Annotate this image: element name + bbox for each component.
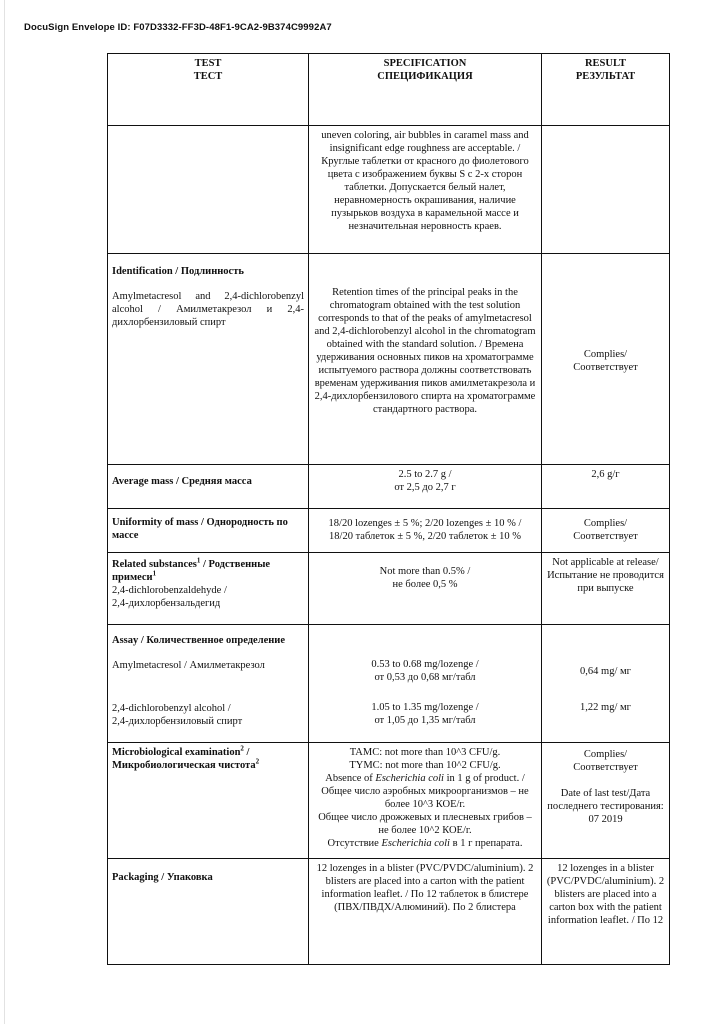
- related-title-ru: / Родственные примеси: [112, 559, 271, 583]
- header-spec-ru: СПЕЦИФИКАЦИЯ: [377, 71, 473, 82]
- related-footnote-2: 1: [152, 569, 157, 578]
- uniformity-result: [542, 509, 670, 553]
- average-mass-spec: [309, 465, 542, 509]
- appearance-spec: uneven coloring, air bubbles in caramel mass and insignificant edge roughness are acceptable. / Круглые таблетки от красного до фиолетового цвета с изображением буквы S с 2-х сторон таблетки. Допускается белый налет, неравномерность окрашивания, наличие пузырьков воздуха в карамельной массе и незначительная неровность краев.: [309, 126, 542, 254]
- micro-spec-3a: Absence of: [325, 773, 376, 784]
- table-row-packaging: [108, 859, 670, 965]
- header-specification: [309, 54, 542, 126]
- identification-substances: Amylmetacresol and 2,4-dichlorobenzyl alcohol / Амилметакрезол и 2,4-дихлорбензиловый спирт: [112, 291, 304, 328]
- table-row-uniformity: [108, 509, 670, 553]
- micro-spec-3-organism: Escherichia coli: [375, 773, 444, 784]
- assay-result-2: 1,22 mg/ мг: [580, 702, 631, 713]
- scan-edge: [4, 0, 5, 1024]
- assay-test: [108, 625, 309, 743]
- packaging-title: Packaging / Упаковка: [112, 872, 213, 883]
- identification-result-1: Complies/: [583, 349, 628, 360]
- micro-spec-6-organism: Escherichia coli: [381, 838, 450, 849]
- table-row-related-substances: [108, 553, 670, 625]
- micro-spec-6: [313, 837, 537, 850]
- assay-result-1: 0,64 mg/ мг: [580, 666, 631, 677]
- packaging-result: 12 lozenges in a blister (PVC/PVDC/aluminium). 2 blisters are placed into a carton box with the patient information leaflet. / По 12: [542, 859, 670, 965]
- micro-spec-3: [313, 772, 537, 785]
- related-sub-1: 2,4-dichlorobenzaldehyde /: [112, 585, 227, 596]
- assay-result: [542, 625, 670, 743]
- average-mass-spec-2: от 2,5 до 2,7 г: [394, 482, 456, 493]
- micro-result-2: Соответствует: [573, 762, 638, 773]
- identification-title: Identification / Подлинность: [112, 266, 244, 277]
- identification-result-2: Соответствует: [573, 362, 638, 373]
- micro-spec-6a: Отсутствие: [327, 838, 382, 849]
- assay-spec-1b: от 0,53 до 0,68 мг/табл: [374, 672, 476, 683]
- assay-spec: [309, 625, 542, 743]
- assay-spec-2b: от 1,05 до 1,35 мг/табл: [374, 715, 476, 726]
- specification-table: [107, 53, 670, 965]
- micro-result: [542, 743, 670, 859]
- related-spec-1: Not more than 0.5% /: [379, 566, 471, 577]
- average-mass-spec-1: 2.5 to 2.7 g /: [398, 469, 452, 480]
- related-sub-2: 2,4-дихлорбензальдегид: [112, 598, 221, 609]
- header-result: [542, 54, 670, 126]
- docusign-envelope-id: DocuSign Envelope ID: F07D3332-FF3D-48F1-9CA2-9B374C9992A7: [24, 22, 332, 33]
- micro-spec-3b: in 1 g of product. /: [443, 773, 525, 784]
- uniformity-title: Uniformity of mass / Однородность по массе: [112, 517, 288, 541]
- packaging-test: [108, 859, 309, 965]
- table-row-identification: [108, 254, 670, 465]
- header-test: [108, 54, 309, 126]
- header-test-en: TEST: [194, 58, 222, 69]
- assay-sub-1: Amylmetacresol / Амилметакрезол: [112, 660, 265, 671]
- identification-test: [108, 254, 309, 465]
- micro-spec-2: TYMC: not more than 10^2 CFU/g.: [349, 760, 501, 771]
- table-row-microbiological: [108, 743, 670, 859]
- uniformity-spec-2: 18/20 таблеток ± 5 %, 2/20 таблеток ± 10 %: [329, 531, 521, 542]
- appearance-test-cell: [108, 126, 309, 254]
- table-header-row: [108, 54, 670, 126]
- table-row-average-mass: [108, 465, 670, 509]
- header-spec-en: SPECIFICATION: [383, 58, 467, 69]
- assay-sub-2a: 2,4-dichlorobenzyl alcohol /: [112, 703, 231, 714]
- related-footnote-1: 1: [196, 556, 201, 565]
- identification-spec-text: Retention times of the principal peaks in the chromatogram obtained with the test solution corresponds to that of the peaks of amylmetacresol and 2,4-dichlorobenzyl alcohol in the chromatogram obtained with the standard solution. / Времена удерживания основных пиков на хроматограмме испытуемого раствора должны соответствовать временам удерживания пиков амилметакрезола и 2,4-дихлорбензилового спирта на хроматограмме стандартного раствора.: [314, 287, 536, 415]
- assay-title: Assay / Количественное определение: [112, 635, 286, 646]
- related-spec-2: не более 0,5 %: [392, 579, 458, 590]
- average-mass-result: 2,6 g/г: [542, 465, 670, 509]
- micro-result-3: Date of last test/Дата последнего тестирования:: [547, 788, 664, 812]
- micro-spec: [309, 743, 542, 859]
- micro-spec-6b: в 1 г препарата.: [449, 838, 523, 849]
- micro-footnote-2: 2: [255, 757, 260, 766]
- uniformity-spec: [309, 509, 542, 553]
- assay-spec-2a: 1.05 to 1.35 mg/lozenge /: [371, 702, 479, 713]
- header-result-en: RESULT: [584, 58, 627, 69]
- header-test-ru: ТЕСТ: [193, 71, 223, 82]
- related-test: [108, 553, 309, 625]
- average-mass-title: Average mass / Средняя масса: [112, 476, 252, 487]
- assay-sub-2b: 2,4-дихлорбензиловый спирт: [112, 716, 243, 727]
- uniformity-test: [108, 509, 309, 553]
- uniformity-result-2: Соответствует: [573, 531, 638, 542]
- micro-footnote-1: 2: [240, 744, 244, 753]
- appearance-result-cell: [542, 126, 670, 254]
- average-mass-test: [108, 465, 309, 509]
- micro-title: [112, 746, 304, 772]
- table-row-assay: [108, 625, 670, 743]
- uniformity-spec-1: 18/20 lozenges ± 5 %; 2/20 lozenges ± 10 % /: [328, 518, 522, 529]
- micro-spec-4: Общее число аэробных микроорганизмов – не более 10^3 КОЕ/г.: [321, 786, 529, 810]
- micro-spec-5: Общее число дрожжевых и плесневых грибов – не более 10^2 КОЕ/г.: [318, 812, 532, 836]
- micro-result-4: 07 2019: [588, 814, 623, 825]
- identification-spec: [309, 254, 542, 465]
- related-title-en: Related substances: [112, 559, 197, 570]
- micro-title-ru: / Микробиологическая чистота: [112, 747, 256, 771]
- identification-result: [542, 254, 670, 465]
- related-title: [112, 558, 304, 584]
- micro-title-en: Microbiological examination: [112, 747, 241, 758]
- micro-test: [108, 743, 309, 859]
- header-result-ru: РЕЗУЛЬТАТ: [575, 71, 636, 82]
- packaging-spec: 12 lozenges in a blister (PVC/PVDC/aluminium). 2 blisters are placed into a carton with the patient information leaflet. / По 12 таблеток в блистере (ПВХ/ПВДХ/Алюминий). По 2 блистера: [309, 859, 542, 965]
- assay-spec-1a: 0.53 to 0.68 mg/lozenge /: [371, 659, 479, 670]
- related-result: Not applicable at release/ Испытание не проводится при выпуске: [542, 553, 670, 625]
- table-row-appearance: [108, 126, 670, 254]
- uniformity-result-1: Complies/: [583, 518, 628, 529]
- micro-result-1: Complies/: [583, 749, 628, 760]
- related-spec: [309, 553, 542, 625]
- micro-spec-1: TAMC: not more than 10^3 CFU/g.: [349, 747, 501, 758]
